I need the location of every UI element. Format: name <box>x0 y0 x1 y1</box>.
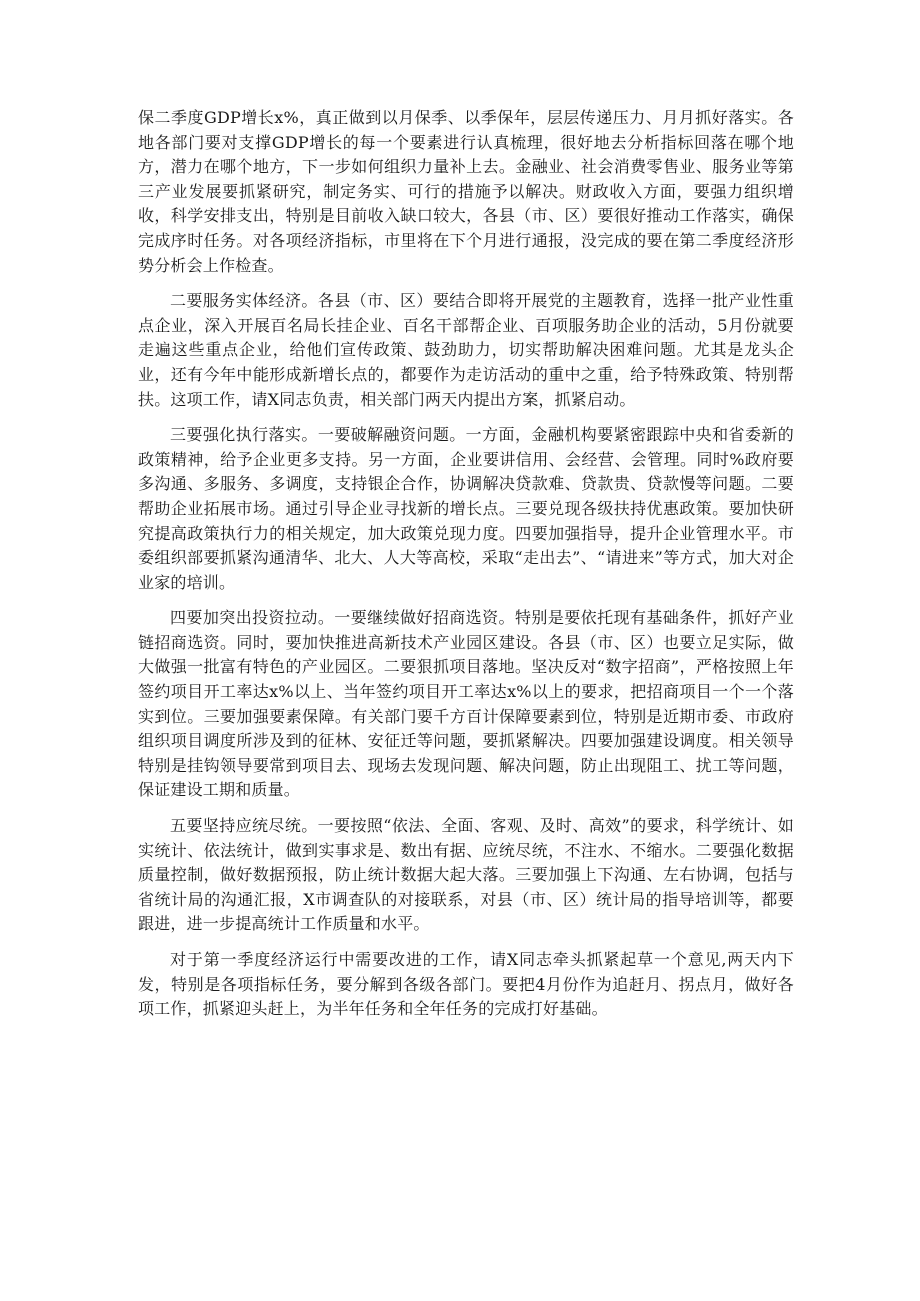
paragraph-conclusion: 对于第一季度经济运行中需要改进的工作，请X同志牵头抓紧起草一个意见,两天内下发，特别是各项指标任务，要分解到各级各部门。要把4月份作为追赶月、拐点月，做好各项工作，抓紧迎头赶上，为半年任务和全年任务的完成打好基础。 <box>138 950 794 1019</box>
paragraph-investment-pull: 四要加突出投资拉动。一要继续做好招商选资。特别是要依托现有基础条件，抓好产业链招商选资。同时，要加快推进高新技术产业园区建设。各县（市、区）也要立足实际，做大做强一批富有特色的产业园区。二要狠抓项目落地。坚决反对“数字招商”，严格按照上年签约项目开工率达x%以上、当年签约项目开工率达x%以上的要求，把招商项目一个一个落实到位。三要加强要素保障。有关部门要千方百计保障要素到位，特别是近期市委、市政府组织项目调度所涉及到的征林、安征迁等问题，要抓紧解决。四要加强建设调度。相关领导特别是挂钩领导要常到项目去、现场去发现问题、解决问题，防止出现阻工、扰工等问题，保证建设工期和质量。 <box>138 608 794 800</box>
paragraph-serve-real-economy: 二要服务实体经济。各县（市、区）要结合即将开展党的主题教育，选择一批产业性重点企业，深入开展百名局长挂企业、百名干部帮企业、百项服务助企业的活动，5月份就要走遍这些重点企业，给他们宣传政策、鼓劲助力，切实帮助解决困难问题。尤其是龙头企业，还有今年中能形成新增长点的，都要作为走访活动的重中之重，给予特殊政策、特别帮扶。这项工作，请X同志负责，相关部门两天内提出方案，抓紧启动。 <box>138 291 794 409</box>
paragraph-statistics: 五要坚持应统尽统。一要按照“依法、全面、客观、及时、高效”的要求，科学统计、如实统计、依法统计，做到实事求是、数出有据、应统尽统，不注水、不缩水。二要强化数据质量控制，做好数据预报，防止统计数据大起大落。三要加强上下沟通、左右协调，包括与省统计局的沟通汇报，X市调查队的对接联系，对县（市、区）统计局的指导培训等，都要跟进，进一步提高统计工作质量和水平。 <box>138 816 794 934</box>
document-page <box>138 106 794 1033</box>
paragraph-strengthen-execution: 三要强化执行落实。一要破解融资问题。一方面，金融机构要紧密跟踪中央和省委新的政策精神，给予企业更多支持。另一方面，企业要讲信用、会经营、会管理。同时%政府要多沟通、多服务、多调度，支持银企合作，协调解决贷款难、贷款贵、贷款慢等问题。二要帮助企业拓展市场。通过引导企业寻找新的增长点。三要兑现各级扶持优惠政策。要加快研究提高政策执行力的相关规定，加大政策兑现力度。四要加强指导，提升企业管理水平。市委组织部要抓紧沟通清华、北大、人大等高校，采取“走出去”、“请进来”等方式，加大对企业家的培训。 <box>138 425 794 592</box>
paragraph-gdp-targets: 保二季度GDP增长x%，真正做到以月保季、以季保年，层层传递压力、月月抓好落实。各地各部门要对支撑GDP增长的每一个要素进行认真梳理，很好地去分析指标回落在哪个地方，潜力在哪个地方，下一步如何组织力量补上去。金融业、社会消费零售业、服务业等第三产业发展要抓紧研究，制定务实、可行的措施予以解决。财政收入方面，要强力组织增收，科学安排支出，特别是目前收入缺口较大，各县（市、区）要很好推动工作落实，确保完成序时任务。对各项经济指标，市里将在下个月进行通报，没完成的要在第二季度经济形势分析会上作检查。 <box>138 108 794 275</box>
